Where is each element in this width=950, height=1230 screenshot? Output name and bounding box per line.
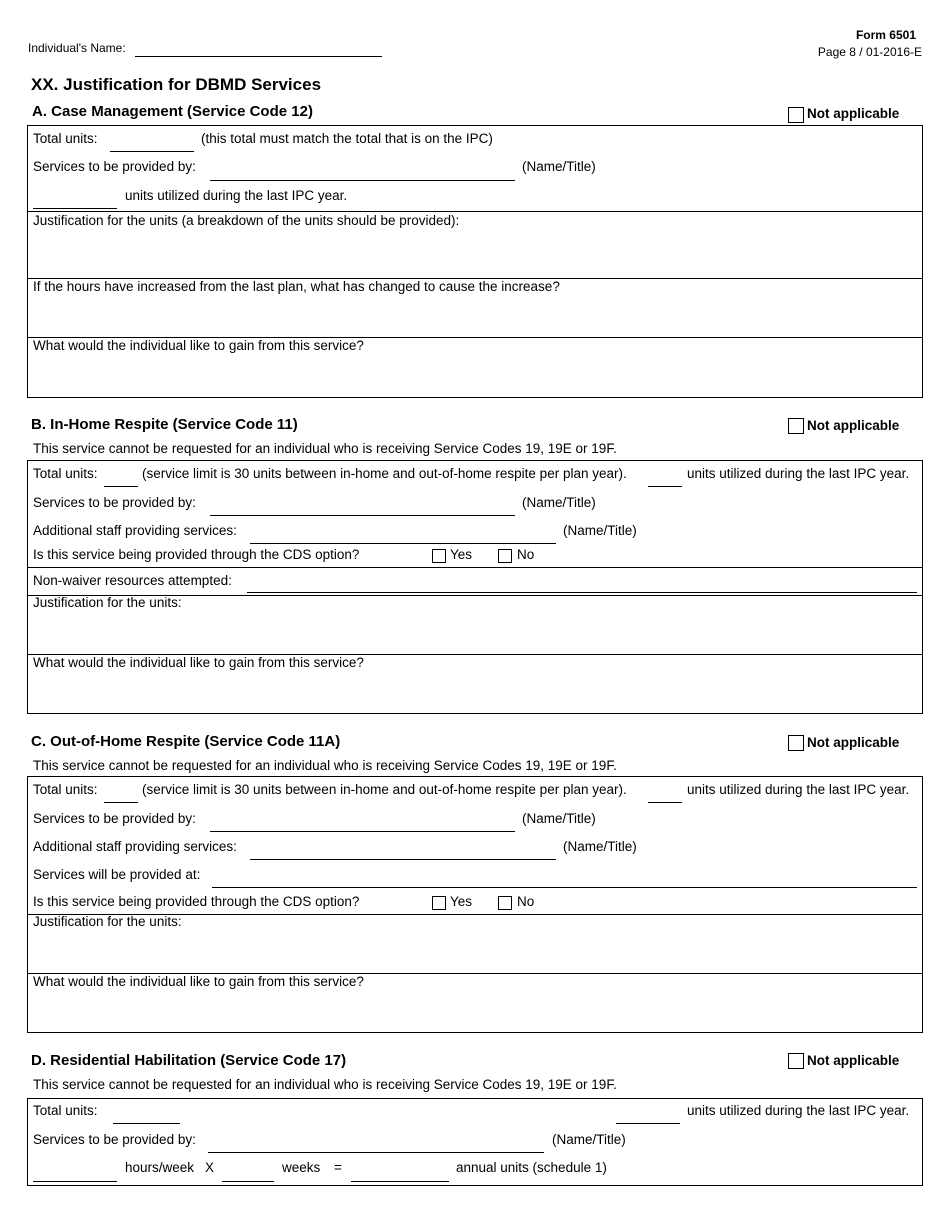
section-b-name-title: (Name/Title): [522, 495, 596, 510]
section-d-equals-sign: =: [334, 1160, 342, 1175]
section-c-additional-staff-label: Additional staff providing services:: [33, 839, 237, 854]
section-a-heading: A. Case Management (Service Code 12): [32, 103, 313, 120]
section-c-name-title: (Name/Title): [522, 811, 596, 826]
section-d-total-units-label: Total units:: [33, 1103, 98, 1118]
section-d-total-units-field[interactable]: [113, 1123, 180, 1124]
section-c-cds-no-checkbox[interactable]: [498, 896, 512, 910]
section-d-provided-by-label: Services to be provided by:: [33, 1132, 196, 1147]
section-d-restriction: This service cannot be requested for an individual who is receiving Service Codes 19, 19E or 19F.: [33, 1077, 617, 1092]
form-number: Form 6501: [855, 28, 916, 42]
section-b-provided-by-field[interactable]: [210, 515, 515, 516]
section-d-weeks-label: weeks: [282, 1160, 321, 1175]
section-b-total-units-field[interactable]: [104, 486, 138, 487]
section-c-not-applicable-label: Not applicable: [807, 735, 900, 750]
section-d-units-utilized-field[interactable]: [616, 1123, 680, 1124]
section-b-limit-note: (service limit is 30 units between in-home and out-of-home respite per plan year).: [142, 466, 627, 481]
section-c-provided-at-field[interactable]: [212, 887, 917, 888]
section-c-units-utilized-label: units utilized during the last IPC year.: [687, 782, 910, 797]
page-info: Page 8 / 01-2016-E: [817, 45, 922, 59]
section-b-not-applicable-label: Not applicable: [807, 418, 900, 433]
section-b-cds-question: Is this service being provided through the CDS option?: [33, 547, 360, 562]
section-d-not-applicable-checkbox[interactable]: [788, 1053, 804, 1069]
section-c-total-units-field[interactable]: [104, 802, 138, 803]
section-a-total-units-field[interactable]: [110, 151, 194, 152]
section-b-not-applicable-checkbox[interactable]: [788, 418, 804, 434]
section-d-units-utilized-label: units utilized during the last IPC year.: [687, 1103, 910, 1118]
section-a-not-applicable-checkbox[interactable]: [788, 107, 804, 123]
section-b-heading: B. In-Home Respite (Service Code 11): [31, 416, 298, 433]
section-c-additional-name-title: (Name/Title): [563, 839, 637, 854]
section-a-justification-label: Justification for the units (a breakdown of the units should be provided):: [33, 213, 460, 228]
section-d-weeks-field[interactable]: [222, 1181, 274, 1182]
section-b-justification-label: Justification for the units:: [33, 595, 182, 610]
section-d-times-sign: X: [205, 1160, 215, 1175]
section-c-cds-yes-label: Yes: [450, 894, 473, 909]
section-c-units-utilized-field[interactable]: [648, 802, 682, 803]
section-c-heading: C. Out-of-Home Respite (Service Code 11A): [31, 733, 341, 750]
section-c-limit-note: (service limit is 30 units between in-home and out-of-home respite per plan year).: [142, 782, 627, 797]
section-d-provided-by-field[interactable]: [208, 1152, 544, 1153]
section-a-not-applicable-label: Not applicable: [807, 106, 900, 121]
section-c-not-applicable-checkbox[interactable]: [788, 735, 804, 751]
section-a-units-utilized-label: units utilized during the last IPC year.: [125, 188, 348, 203]
section-b-non-waiver-field[interactable]: [247, 592, 917, 593]
section-b-additional-staff-label: Additional staff providing services:: [33, 523, 237, 538]
section-c-provided-at-label: Services will be provided at:: [33, 867, 201, 882]
section-b-provided-by-label: Services to be provided by:: [33, 495, 196, 510]
section-b-cds-no-checkbox[interactable]: [498, 549, 512, 563]
section-c-additional-staff-field[interactable]: [250, 859, 556, 860]
section-b-cds-yes-checkbox[interactable]: [432, 549, 446, 563]
section-d-annual-units-field[interactable]: [351, 1181, 449, 1182]
section-b-total-units-label: Total units:: [33, 466, 98, 481]
section-c-gain-label: What would the individual like to gain from this service?: [33, 974, 364, 989]
section-d-annual-units-label: annual units (schedule 1): [456, 1160, 607, 1175]
section-c-provided-by-field[interactable]: [210, 831, 515, 832]
section-d-hours-week-field[interactable]: [33, 1181, 117, 1182]
section-c-restriction: This service cannot be requested for an individual who is receiving Service Codes 19, 19E or 19F.: [33, 758, 617, 773]
section-d-name-title: (Name/Title): [552, 1132, 626, 1147]
section-b-additional-name-title: (Name/Title): [563, 523, 637, 538]
section-a-name-title: (Name/Title): [522, 159, 596, 174]
section-c-cds-question: Is this service being provided through the CDS option?: [33, 894, 360, 909]
individual-name-field[interactable]: [135, 56, 382, 57]
section-b-non-waiver-label: Non-waiver resources attempted:: [33, 573, 232, 588]
section-b-units-utilized-field[interactable]: [648, 486, 682, 487]
section-b-cds-yes-label: Yes: [450, 547, 473, 562]
section-b-restriction: This service cannot be requested for an individual who is receiving Service Codes 19, 19E or 19F.: [33, 441, 617, 456]
section-d-not-applicable-label: Not applicable: [807, 1053, 900, 1068]
section-d-hours-week-label: hours/week: [125, 1160, 195, 1175]
section-c-total-units-label: Total units:: [33, 782, 98, 797]
section-a-hours-increase-label: If the hours have increased from the last plan, what has changed to cause the increase?: [33, 279, 560, 294]
section-c-provided-by-label: Services to be provided by:: [33, 811, 196, 826]
section-a-total-units-note: (this total must match the total that is on the IPC): [201, 131, 493, 146]
section-a-gain-label: What would the individual like to gain from this service?: [33, 338, 364, 353]
section-b-units-utilized-label: units utilized during the last IPC year.: [687, 466, 910, 481]
page-title: XX. Justification for DBMD Services: [31, 75, 322, 94]
section-a-total-units-label: Total units:: [33, 131, 98, 146]
section-c-justification-label: Justification for the units:: [33, 914, 182, 929]
section-b-gain-label: What would the individual like to gain from this service?: [33, 655, 364, 670]
section-c-cds-no-label: No: [517, 894, 535, 909]
section-a-provided-by-label: Services to be provided by:: [33, 159, 196, 174]
section-d-heading: D. Residential Habilitation (Service Code 17): [31, 1052, 347, 1069]
section-b-additional-staff-field[interactable]: [250, 543, 556, 544]
section-b-cds-no-label: No: [517, 547, 535, 562]
section-a-provided-by-field[interactable]: [210, 180, 515, 181]
section-a-units-utilized-field[interactable]: [33, 208, 117, 209]
individual-name-label: Individual's Name:: [28, 41, 126, 55]
section-c-cds-yes-checkbox[interactable]: [432, 896, 446, 910]
